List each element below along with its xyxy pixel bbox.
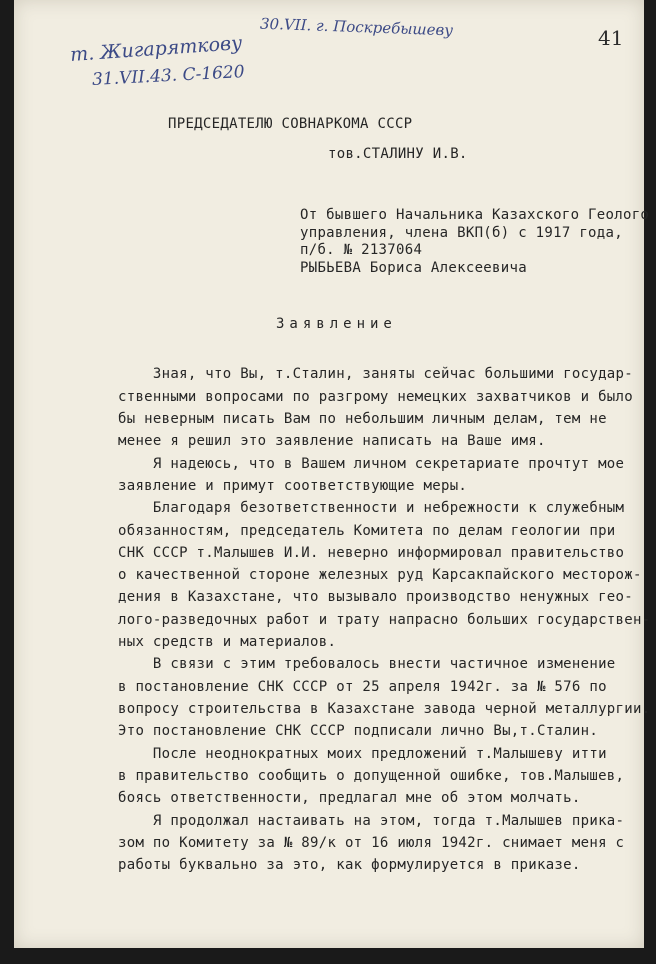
body-line: менее я решил это заявление написать на Ваше имя.: [118, 433, 546, 449]
body-line: в правительство сообщить о допущенной ошибке, тов.Малышев,: [118, 768, 625, 784]
body-line: Я надеюсь, что в Вашем личном секретариате прочтут мое: [118, 456, 625, 472]
body-line: боясь ответственности, предлагал мне об этом молчать.: [118, 790, 581, 806]
handwritten-left-note-line2: 31.VII.43. С-1620: [91, 62, 246, 90]
sender-line-2: управления, члена ВКП(б) с 1917 года,: [300, 225, 623, 241]
body-line: бы неверным писать Вам по небольшим личным делам, тем не: [118, 411, 607, 427]
body-line: обязанностям, председатель Комитета по делам геологии при: [118, 523, 616, 539]
body-line: лого-разведочных работ и трату напрасно больших государствен-: [118, 612, 651, 628]
handwritten-left-note-line1: т. Жигаряткову: [69, 32, 243, 66]
document-title: Заявление: [276, 316, 397, 332]
body-line: работы буквально за это, как формулируется в приказе.: [118, 857, 581, 873]
body-line: Зная, что Вы, т.Сталин, заняты сейчас большими государ-: [118, 366, 633, 382]
page-number: 41: [598, 26, 624, 50]
body-line: Я продолжал настаивать на этом, тогда т.Малышев прика-: [118, 813, 625, 829]
sender-line-3: п/б. № 2137064: [300, 242, 423, 258]
body-line: СНК СССР т.Малышев И.И. неверно информировал правительство: [118, 545, 625, 561]
body-line: в постановление СНК СССР от 25 апреля 1942г. за № 576 по: [118, 679, 607, 695]
body-line: ных средств и материалов.: [118, 634, 337, 650]
body-line: В связи с этим требовалось внести частичное изменение: [118, 656, 616, 672]
body-line: вопросу строительства в Казахстане завода черной металлургии.: [118, 701, 651, 717]
addressee-line-2: тов.СТАЛИНУ И.В.: [328, 146, 468, 162]
body-line: Это постановление СНК СССР подписали лично Вы,т.Сталин.: [118, 723, 599, 739]
body-line: После неоднократных моих предложений т.Малышеву итти: [118, 746, 607, 762]
body-line: о качественной стороне железных руд Карсакпайского месторож-: [118, 567, 642, 583]
handwritten-top-note: 30.VII. г. Поскребышеву: [259, 14, 454, 40]
sender-line-1: От бывшего Начальника Казахского Геолого: [300, 207, 650, 223]
body-line: Благодаря безответственности и небрежности к служебным: [118, 500, 625, 516]
body-line: зом по Комитету за № 89/к от 16 июля 1942г. снимает меня с: [118, 835, 625, 851]
addressee-line-1: ПРЕДСЕДАТЕЛЮ СОВНАРКОМА СССР: [168, 116, 413, 132]
sender-line-4: РЫБЬЕВА Бориса Алексеевича: [300, 260, 527, 276]
body-line: дения в Казахстане, что вызывало производство ненужных гео-: [118, 589, 633, 605]
document-page: [14, 0, 651, 948]
body-line: заявление и примут соответствующие меры.: [118, 478, 468, 494]
body-line: ственными вопросами по разгрому немецких захватчиков и было: [118, 389, 633, 405]
